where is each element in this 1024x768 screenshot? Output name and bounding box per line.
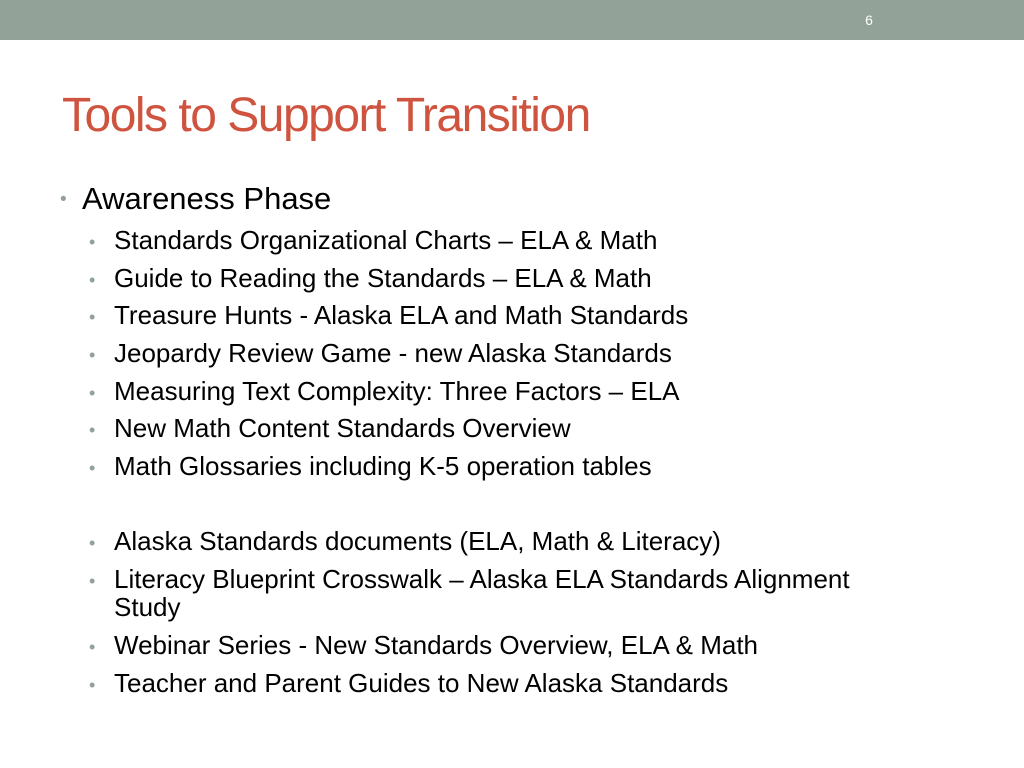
bullet-icon: • xyxy=(89,420,96,440)
bullet-icon: • xyxy=(89,637,96,657)
bullet-icon: • xyxy=(89,675,96,695)
bullet-icon: • xyxy=(89,232,96,252)
slide-number: 6 xyxy=(865,12,873,28)
list-item-text: Webinar Series - New Standards Overview, ELA & Math xyxy=(114,630,759,660)
list-item-text: Treasure Hunts - Alaska ELA and Math Standards xyxy=(114,300,689,330)
list-item-text: Guide to Reading the Standards – ELA & Math xyxy=(114,263,652,293)
list-item-text: Alaska Standards documents (ELA, Math & Literacy) xyxy=(114,526,721,556)
slide-title: Tools to Support Transition xyxy=(62,89,590,142)
list-item-text: Literacy Blueprint Crosswalk – Alaska ELA Standards Alignment Study xyxy=(114,564,850,622)
bullet-icon: • xyxy=(60,189,67,210)
list-item-text: Teacher and Parent Guides to New Alaska Standards xyxy=(114,668,729,698)
list-item-text: Math Glossaries including K-5 operation tables xyxy=(114,451,652,481)
bullet-icon: • xyxy=(89,571,96,591)
bullet-icon: • xyxy=(89,458,96,478)
list-item-text: Measuring Text Complexity: Three Factors – ELA xyxy=(114,376,680,406)
section-heading-label: Awareness Phase xyxy=(82,181,332,216)
bullet-icon: • xyxy=(89,383,96,403)
list-item-text: Standards Organizational Charts – ELA & Math xyxy=(114,225,658,255)
bullet-icon: • xyxy=(89,345,96,365)
list-item-text: Jeopardy Review Game - new Alaska Standards xyxy=(114,338,672,368)
bullet-icon: • xyxy=(89,533,96,553)
bullet-icon: • xyxy=(89,270,96,290)
list-item-text: New Math Content Standards Overview xyxy=(114,413,571,443)
bullet-icon: • xyxy=(89,307,96,327)
slide-header-bar xyxy=(0,0,1024,40)
